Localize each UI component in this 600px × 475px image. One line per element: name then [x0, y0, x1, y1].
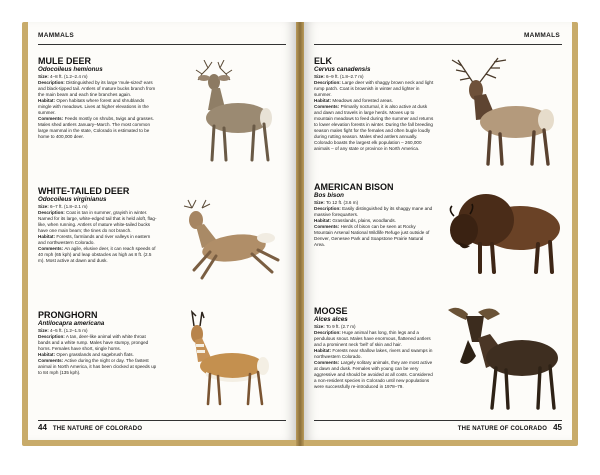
- field-habitat: Habitat: Meadows and forested areas.: [314, 98, 393, 103]
- species-name: AMERICAN BISON: [314, 182, 394, 192]
- field-comments: Comments: Largely solitary animals, they are most active at dawn and dusk. Females with young can be very aggressive and should be avoided at all costs. Considered a non-resident species in Colorado until new populations were successfully re-introduced in 1978–79.: [314, 360, 433, 389]
- species-latin: Odocoileus virginianus: [38, 196, 107, 203]
- field-size: Size: To 9 ft. (2.7 m): [314, 324, 356, 329]
- species-entry-elk: [314, 56, 434, 152]
- field-habitat: Habitat: Forests, farmlands and river valleys in eastern and northwestern Colorado.: [38, 234, 151, 245]
- species-entry-moose: [314, 306, 434, 390]
- field-habitat: Habitat: Open grasslands and sagebrush flats.: [38, 352, 134, 357]
- header-rule: [314, 44, 562, 45]
- field-habitat: Habitat: Open habitats where forest and shrublands mingle with meadows. Lives at higher elevations in the summer.: [38, 98, 149, 115]
- species-latin: Antilocapra americana: [38, 320, 105, 327]
- field-description: Description: Coat is tan in summer, grayish in winter. Named for its large, white-edged tail that is held aloft, flag-like, when running. Antlers of mature white-tailed bucks have one main beam; the tines do not branch.: [38, 210, 157, 233]
- field-size: Size: 4–8 ft. (1.2–2.4 m): [38, 74, 88, 79]
- page-footer: [38, 423, 148, 432]
- moose-illustration: [438, 302, 566, 414]
- page-footer: [452, 423, 562, 432]
- pronghorn-illustration: [166, 310, 286, 410]
- field-description: Description: Distinguished by its large 'mule-sized' ears and black-tipped tail. Antlers of mature bucks branch from the main beam and each tine branches again.: [38, 80, 156, 97]
- running-head: MAMMALS: [523, 32, 560, 39]
- left-page: [28, 22, 296, 440]
- white-tailed-deer-illustration: [162, 198, 288, 298]
- field-size: Size: 6–7 ft. (1.8–2.1 m): [38, 204, 88, 209]
- field-size: Size: 6–9 ft. (1.8–2.7 m): [314, 74, 364, 79]
- species-entry-mule-deer: [38, 56, 158, 140]
- american-bison-illustration: [440, 186, 566, 278]
- species-latin: Bos bison: [314, 192, 344, 199]
- species-name: MOOSE: [314, 306, 348, 316]
- mule-deer-illustration: [168, 60, 286, 170]
- species-name: PRONGHORN: [38, 310, 98, 320]
- species-latin: Alces alces: [314, 316, 348, 323]
- footer-title: THE NATURE OF COLORADO: [457, 426, 548, 432]
- field-habitat: Habitat: Grasslands, plains, woodlands.: [314, 218, 396, 223]
- field-comments: Comments: Primarily nocturnal, it is also active at dusk and dawn and travels in large herds. Moves up to mountain meadows to feed during the summer and returns to lower elevation forests in winter. During the fall breeding season males fight for the females and often bugle loudly during rutting season. Males shed antlers annually. Colorado boasts the largest elk population – 260,000 animals – of any state or province in North America.: [314, 104, 434, 151]
- field-description: Description: A tan, deer-like animal with white throat bands and a white rump. Males have stumpy, pronged horns. Females have short, single horns.: [38, 334, 149, 351]
- field-habitat: Habitat: Forests near shallow lakes, rivers and swamps in northwestern Colorado.: [314, 348, 433, 359]
- field-size: Size: To 12 ft. (3.6 m): [314, 200, 359, 205]
- species-entry-pronghorn: [38, 310, 158, 376]
- right-page: [304, 22, 572, 440]
- running-head: MAMMALS: [38, 32, 75, 39]
- species-name: ELK: [314, 56, 332, 66]
- field-comments: Comments: Feeds mostly on shrubs, twigs and grasses. Males shed antlers January–March. The most common large mammal in the state, Colorado is estimated to be home to 400,000 deer.: [38, 116, 154, 139]
- page-number: 44: [38, 423, 47, 432]
- field-comments: Comments: An agile, elusive deer, it can reach speeds of 40 mph (65 kph) and leap obstacles as high as 8 ft. (2.5 m). Most active at dawn and dusk.: [38, 246, 156, 263]
- elk-illustration: [444, 56, 564, 168]
- species-entry-american-bison: [314, 182, 434, 248]
- species-name: WHITE-TAILED DEER: [38, 186, 130, 196]
- header-rule: [38, 44, 286, 45]
- footer-rule: [38, 420, 286, 421]
- field-description: Description: Large deer with shaggy brown neck and light rump patch. Coat is brownish in winter and lighter in summer.: [314, 80, 434, 97]
- field-size: Size: 4–5 ft. (1.2–1.5 m): [38, 328, 88, 333]
- species-entry-white-tailed-deer: [38, 186, 158, 264]
- field-comments: Comments: Active during the night or day. The fastest animal in North America, it has been clocked at speeds up to 84 mph (135 kph).: [38, 358, 157, 375]
- book-gutter: [296, 22, 304, 446]
- field-description: Description: Huge animal has long, thin legs and a pendulous snout. Males have enormous, flattened antlers and a prominent neck 'bell' of skin and hair.: [314, 330, 431, 347]
- species-latin: Odocoileus hemionus: [38, 66, 103, 73]
- page-number: 45: [553, 423, 562, 432]
- field-comments: Comments: Herds of bison can be seen at Rocky Mountain Arsenal National Wildlife Refuge just outside of Denver, Genesee Park and Soapstone Prairie Natural Area.: [314, 224, 430, 247]
- footer-title: THE NATURE OF COLORADO: [52, 426, 143, 432]
- species-latin: Cervus canadensis: [314, 66, 371, 73]
- footer-rule: [314, 420, 562, 421]
- book-spread: [22, 22, 578, 446]
- species-name: MULE DEER: [38, 56, 92, 66]
- field-description: Description: Easily distinguished by its shaggy mane and massive forequarters.: [314, 206, 433, 217]
